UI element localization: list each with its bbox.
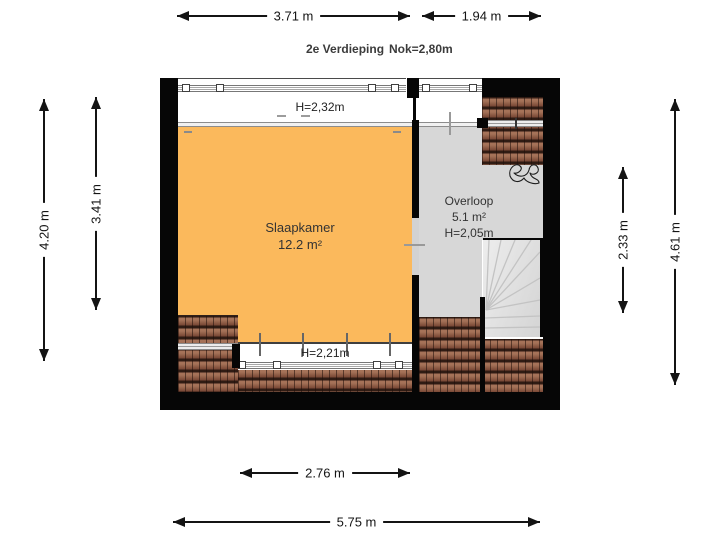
window-mullion — [182, 84, 190, 92]
dim-top-left-label: 3.71 m — [267, 8, 321, 25]
room-name: Overloop — [444, 194, 494, 208]
dim-top-left-arrow — [177, 8, 410, 24]
stairs-treads-icon — [483, 240, 540, 337]
window-mullion — [373, 361, 381, 369]
dim-bottom-inner-arrow — [240, 465, 410, 481]
stairs — [483, 240, 540, 337]
room-area: 12.2 m² — [277, 237, 323, 252]
slope-tick — [449, 112, 451, 135]
roof-tiles-bottom-right — [483, 339, 543, 392]
dim-right-outer-arrow — [667, 99, 683, 385]
room-height: H=2,05m — [444, 226, 494, 240]
dim-right-inner-arrow — [615, 167, 631, 313]
gutter-tick — [515, 118, 517, 129]
wall-right — [543, 78, 560, 410]
wall-bottom — [160, 392, 560, 410]
wall-gutter-block — [477, 118, 488, 128]
roof-tiles-top-right — [482, 97, 543, 165]
wall-top-middle — [407, 78, 419, 98]
roof-tiles-bottom-center — [238, 368, 412, 392]
dim-right-outer-label: 4.61 m — [667, 215, 684, 269]
floor-title: 2e Verdieping — [306, 42, 385, 56]
gutter-line — [178, 343, 238, 350]
ceiling-dash — [277, 115, 286, 117]
room-label-slaapkamer — [215, 219, 385, 253]
room-area: 5.1 m² — [451, 210, 486, 224]
dim-bottom-inner-label: 2.76 m — [298, 465, 352, 482]
window-mullion — [391, 84, 399, 92]
wall-stairs-left — [480, 297, 485, 392]
wall-left — [160, 78, 178, 410]
opening-tick — [404, 244, 425, 246]
dim-top-right-arrow — [422, 8, 541, 24]
window-mullion — [469, 84, 477, 92]
dim-left-inner-label: 3.41 m — [88, 177, 105, 231]
window-mullion — [273, 361, 281, 369]
dim-top-right-label: 1.94 m — [455, 8, 509, 25]
wall-middle-connector — [413, 97, 416, 122]
room-label-overloop — [414, 193, 524, 241]
ventilation-swirl-icon — [506, 160, 542, 186]
wall-middle-lower — [412, 275, 419, 392]
ceiling-dash — [184, 131, 192, 133]
height-label-bottom: H=2,21m — [300, 346, 350, 360]
ridge-height-label: Nok=2,80m — [389, 42, 453, 56]
wall-corner-block — [232, 344, 240, 368]
room-name: Slaapkamer — [265, 220, 335, 235]
roof-tiles-bottom-middle — [419, 317, 482, 392]
stairs-right-edge — [540, 238, 543, 337]
dim-left-inner-arrow — [88, 97, 104, 310]
dim-bottom-outer-label: 5.75 m — [330, 514, 384, 531]
dim-right-inner-label: 2.33 m — [615, 213, 632, 267]
ceiling-dash — [393, 131, 401, 133]
dim-left-outer-arrow — [36, 99, 52, 361]
roof-tiles-bottom-left-block — [178, 315, 238, 393]
window-mullion — [216, 84, 224, 92]
gutter-line — [482, 120, 543, 127]
window-mullion — [368, 84, 376, 92]
dim-left-outer-label: 4.20 m — [36, 203, 53, 257]
window-mullion — [395, 361, 403, 369]
window-mullion — [422, 84, 430, 92]
wall-top-right — [482, 78, 560, 97]
ceiling-dash — [301, 115, 310, 117]
room-border-line — [178, 122, 412, 127]
dim-bottom-outer-arrow — [173, 514, 540, 530]
height-label-top: H=2,32m — [295, 100, 345, 114]
window-glazing — [238, 362, 412, 369]
